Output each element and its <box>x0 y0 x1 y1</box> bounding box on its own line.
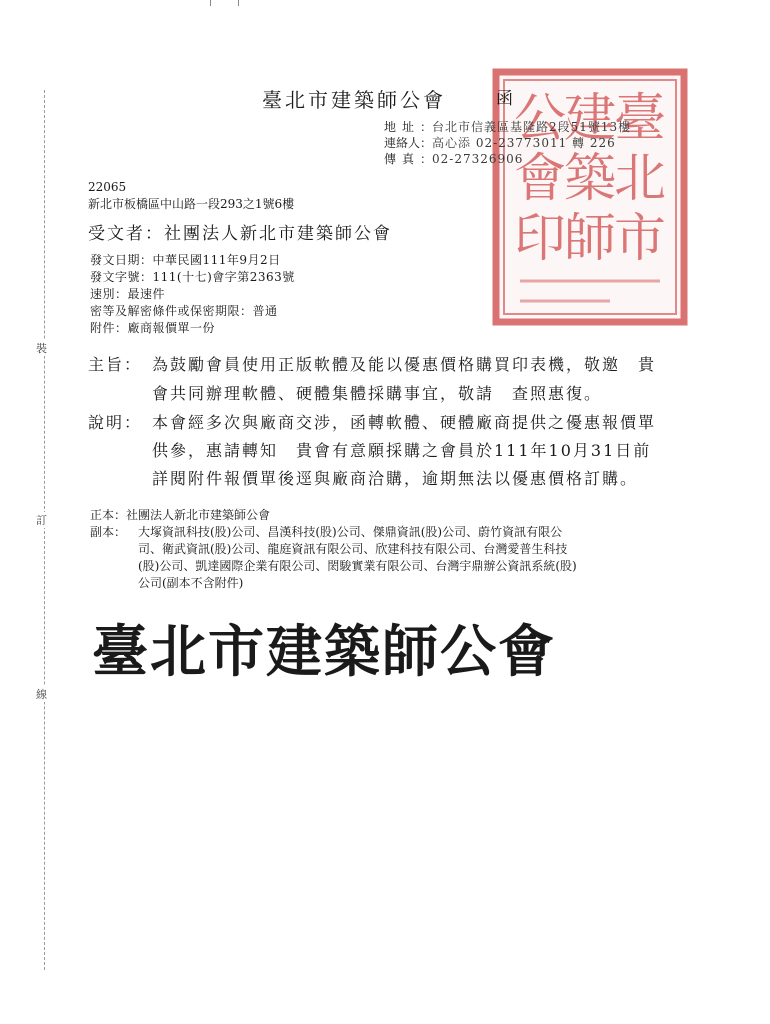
contact-person <box>384 134 616 151</box>
document-type: 函 <box>496 89 513 109</box>
copy-recipients-line-1: 大塚資訊科技(股)公司、昌漢科技(股)公司、傑鼎資訊(股)公司、蔚竹資訊有限公 <box>138 525 563 539</box>
address-value: 台北市信義區基隆路2段51號13樓 <box>432 120 632 134</box>
seal-glyph-8: 會 <box>513 149 567 209</box>
subject-line-1: 為鼓勵會員使用正版軟體及能以優惠價格購買印表機，敬邀 貴 <box>152 355 657 374</box>
scan-tick <box>210 0 211 6</box>
explanation-line-1: 本會經多次與廠商交涉，函轉軟體、硬體廠商提供之優惠報價單 <box>152 413 657 432</box>
copy-recipients-line-4: 公司(副本不含附件) <box>138 576 244 590</box>
binding-line <box>44 90 45 970</box>
seal-glyph-6: 師 <box>563 209 617 269</box>
copy-label: 副本： <box>90 525 127 539</box>
subject-line-2: 會共同辦理軟體、硬體集體採購事宜，敬請 查照惠復。 <box>152 384 603 403</box>
contact-address <box>384 118 631 135</box>
organization-signature: 臺北市建築師公會 <box>92 620 556 685</box>
binding-mark-zhuang: 裝 <box>36 342 47 355</box>
attachment: 附件：廠商報價單一份 <box>90 321 216 335</box>
person-value: 高心添 02-23773011 轉 226 <box>432 136 616 150</box>
fax-label: 傳真： <box>384 152 439 166</box>
main-recipient <box>90 506 270 523</box>
official-seal-stamp <box>490 66 690 328</box>
main-recipient-value: 社團法人新北市建築師公會 <box>126 508 271 522</box>
explanation-label: 說明： <box>88 413 143 432</box>
copy-recipients-line-3: (股)公司、凱達國際企業有限公司、閎駿實業有限公司、台灣宇鼎辦公資訊系統(股) <box>138 559 577 573</box>
document-number: 發文字號：111(十七)會字第2363號 <box>90 270 295 284</box>
person-label: 連絡人： <box>384 136 433 150</box>
seal-glyph-4: 建 <box>563 89 617 149</box>
address-label: 地址： <box>384 120 439 134</box>
seal-glyph-5: 築 <box>563 149 617 209</box>
seal-glyph-2: 北 <box>613 149 667 209</box>
recipient: 受文者：社團法人新北市建築師公會 <box>88 224 392 244</box>
document-title: 臺北市建築師公會 <box>262 88 446 112</box>
seal-glyph-9: 印 <box>513 209 567 269</box>
binding-mark-xian: 線 <box>36 688 47 701</box>
copy-recipients-line-2: 司、衛武資訊(股)公司、龍庭資訊有限公司、欣建科技有限公司、台灣愛普生科技 <box>138 542 568 556</box>
seal-glyph-3: 市 <box>613 209 667 269</box>
main-recipient-label: 正本： <box>90 508 127 522</box>
mailing-address: 新北市板橋區中山路一段293之1號6樓 <box>88 197 295 211</box>
explanation-line-3: 詳閱附件報價單後逕與廠商洽購，逾期無法以優惠價格訂購。 <box>152 469 639 488</box>
security-level: 密等及解密條件或保密期限：普通 <box>90 304 278 318</box>
seal-glyph-1: 臺 <box>613 89 667 149</box>
scan-tick <box>238 0 239 6</box>
seal-glyph-7: 公 <box>513 89 567 149</box>
issue-date: 發文日期：中華民國111年9月2日 <box>90 253 281 267</box>
delivery-speed: 速別：最速件 <box>90 287 166 301</box>
subject-label: 主旨： <box>88 355 143 374</box>
explanation-line-2: 供參，惠請轉知 貴會有意願採購之會員於111年10月31日前 <box>152 441 652 460</box>
fax-value: 02-27326906 <box>432 152 524 166</box>
binding-mark-ding: 訂 <box>36 514 47 527</box>
mailing-zip: 22065 <box>88 180 127 194</box>
contact-fax <box>384 150 523 167</box>
